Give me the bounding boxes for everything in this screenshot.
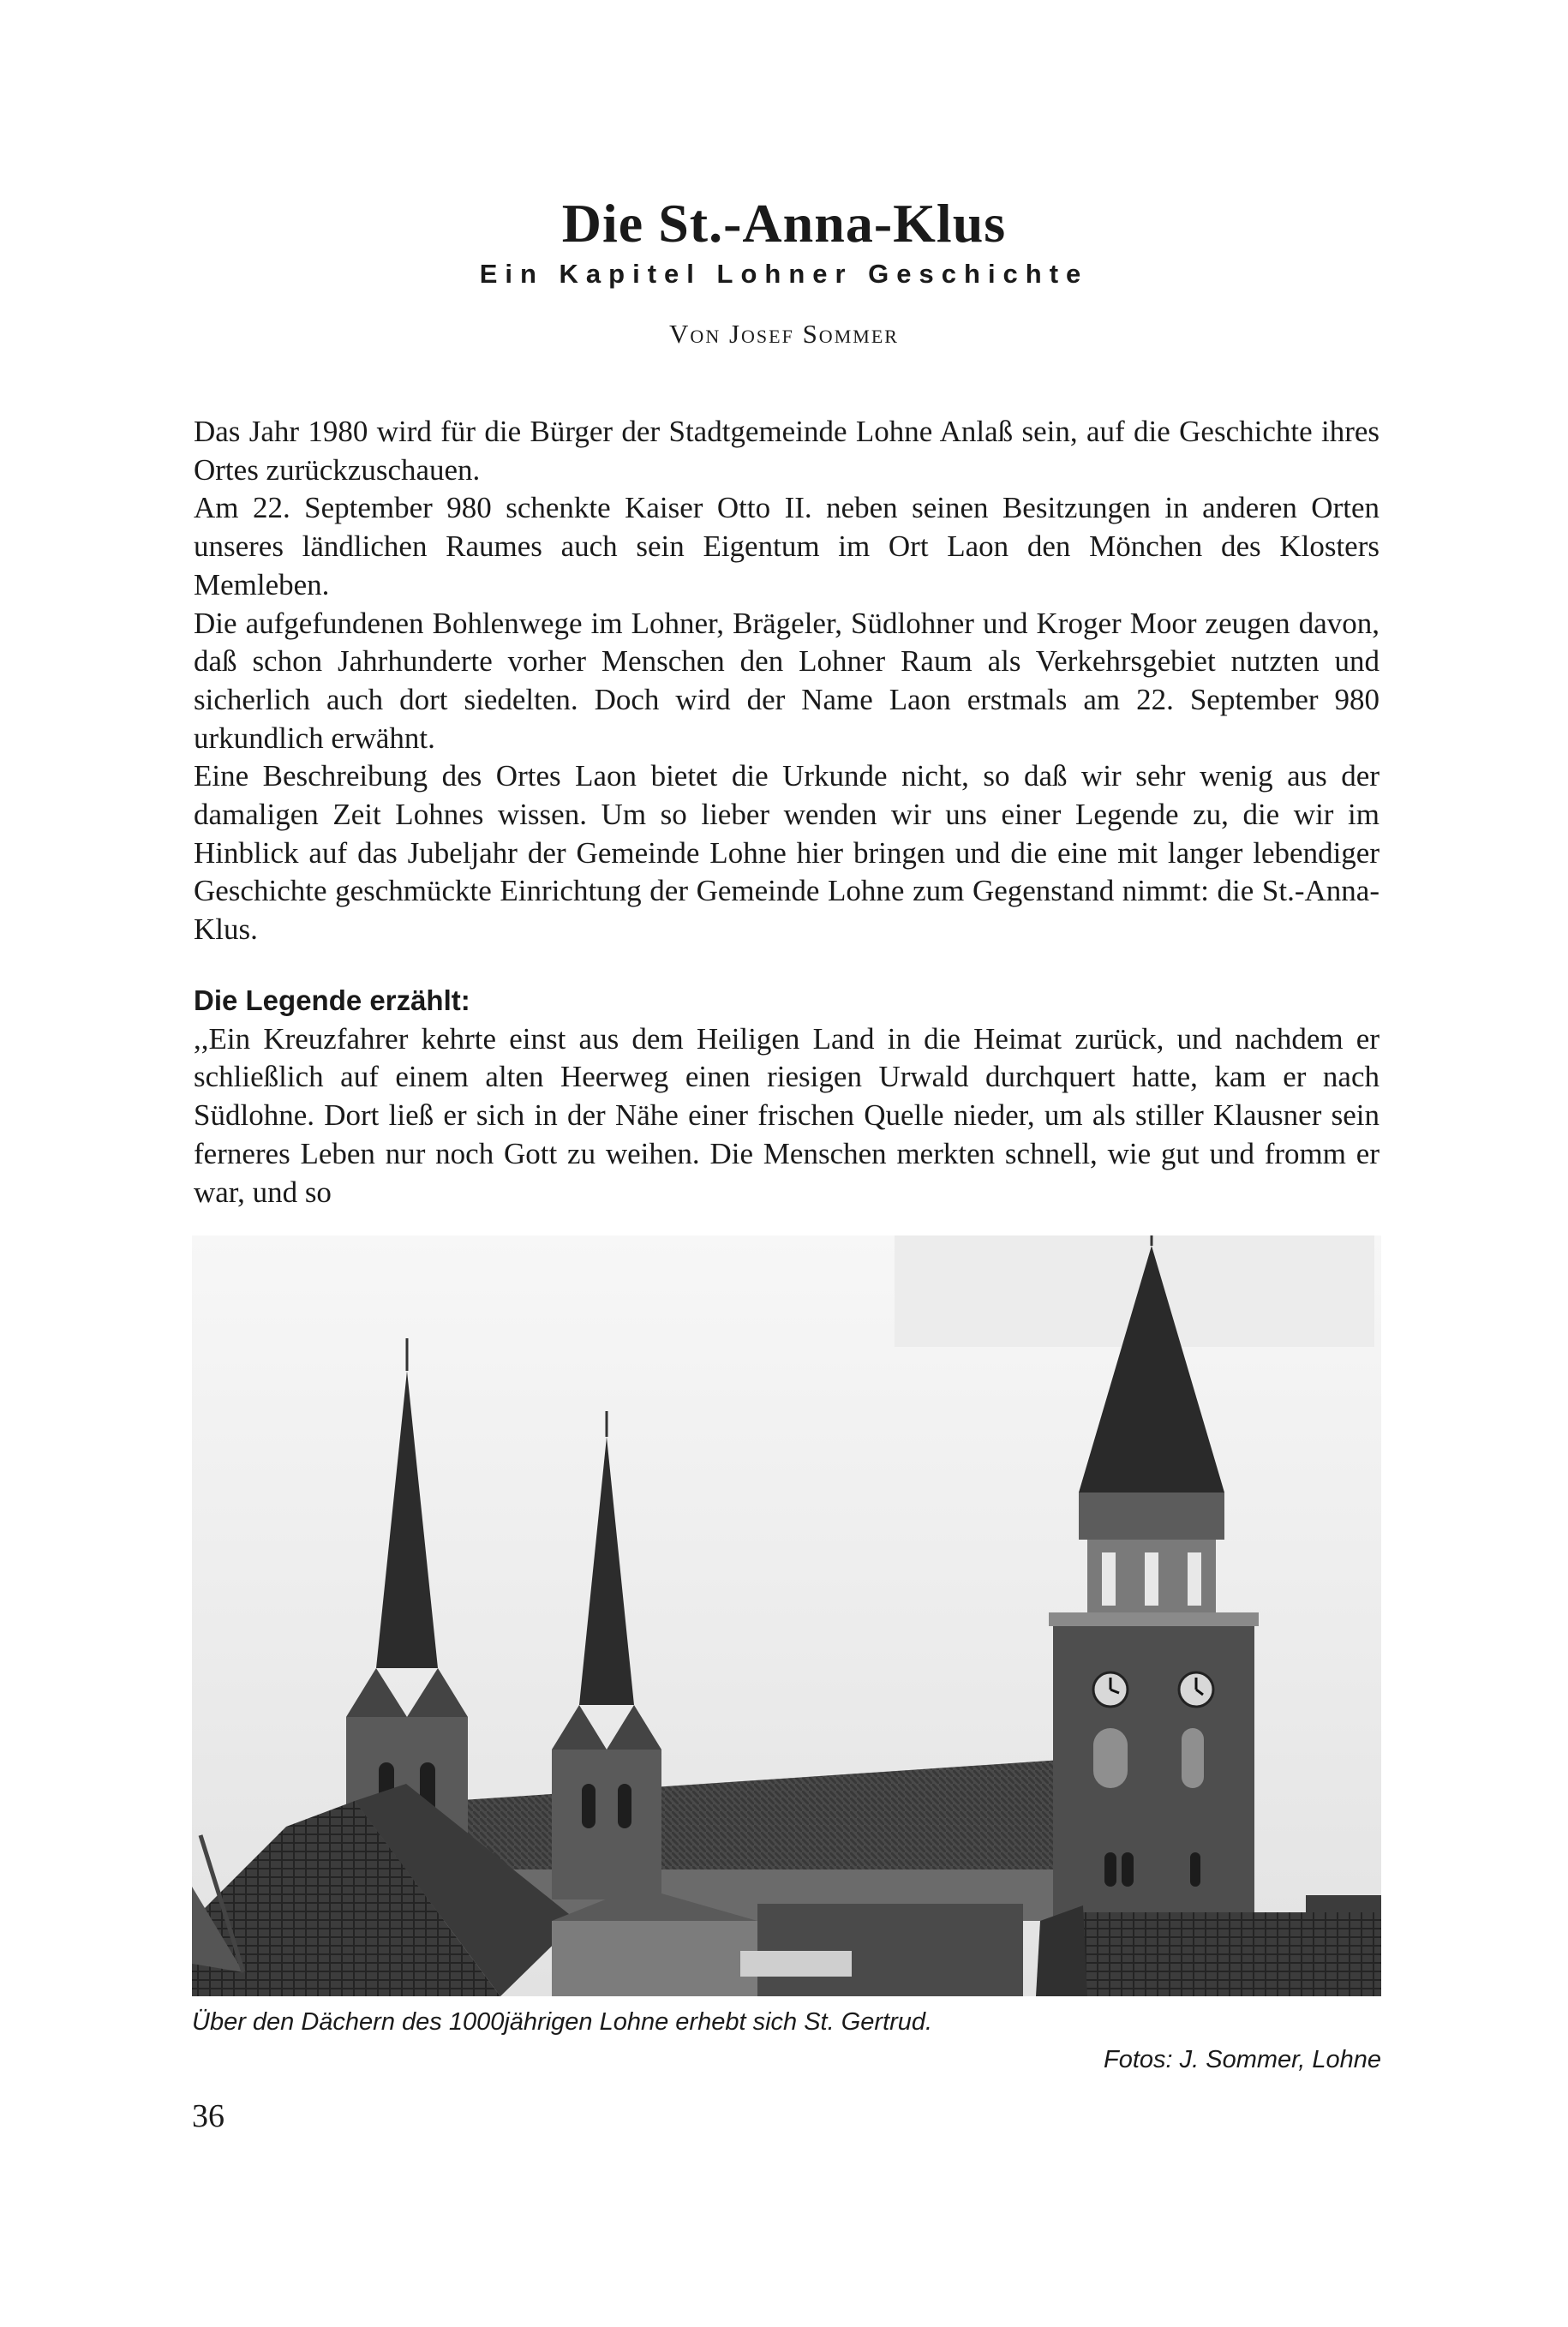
paragraph: Das Jahr 1980 wird für die Bürger der Stadtgemeinde Lohne Anlaß sein, auf die Geschichte ihres Ortes zurückzuschauen. <box>194 415 1379 487</box>
article-subtitle: Ein Kapitel Lohner Geschichte <box>479 259 1089 289</box>
paragraph: Am 22. September 980 schenkte Kaiser Otto II. neben seinen Besitzungen in anderen Orten unseres ländlichen Raumes auch sein Eigentum im Ort Laon den Mönchen des Klosters Memleben. <box>194 491 1379 601</box>
page-number: 36 <box>192 2098 224 2134</box>
legend-section <box>194 982 1379 1211</box>
photo-credit: Fotos: J. Sommer, Lohne <box>1104 2046 1381 2073</box>
church-photo <box>192 1235 1381 1996</box>
paragraph: Eine Beschreibung des Ortes Laon bietet die Urkunde nicht, so daß wir sehr wenig aus der damaligen Zeit Lohnes wissen. Um so lieber wenden wir uns einer Legende zu, die wir im Hinblick auf das Jubeljahr der Gemeinde Lohne hier bringen und die eine mit langer lebendiger Geschichte geschmückte Einrichtung der Gemeinde Lohne zum Gegenstand nimmt: die St.-Anna-Klus. <box>194 759 1379 947</box>
photo-caption: Über den Dächern des 1000jährigen Lohne erhebt sich St. Gertrud. <box>192 2008 933 2036</box>
article-title: Die St.-Anna-Klus <box>561 193 1007 254</box>
intro-text <box>194 413 1379 949</box>
article-author: Von Josef Sommer <box>669 319 899 349</box>
legend-text: ,,Ein Kreuzfahrer kehrte einst aus dem Heiligen Land in die Heimat zurück, und nachdem er schließlich auf einem alten Heerweg einen riesigen Urwald durchquert hatte, kam er nach Südlohne. Dort ließ er sich in der Nähe einer frischen Quelle nieder, um als stiller Klausner sein ferneres Leben nur noch Gott zu weihen. Die Menschen merkten schnell, wie gut und fromm er war, und so <box>194 1021 1379 1209</box>
paragraph: Die aufgefundenen Bohlenwege im Lohner, Brägeler, Südlohner und Kroger Moor zeugen davon, daß schon Jahrhunderte vorher Menschen den Lohner Raum als Verkehrsgebiet nutzten und sicherlich auch dort siedelten. Doch wird der Name Laon erstmals am 22. September 980 urkundlich erwähnt. <box>194 606 1379 755</box>
legend-heading: Die Legende erzählt: <box>194 984 470 1016</box>
